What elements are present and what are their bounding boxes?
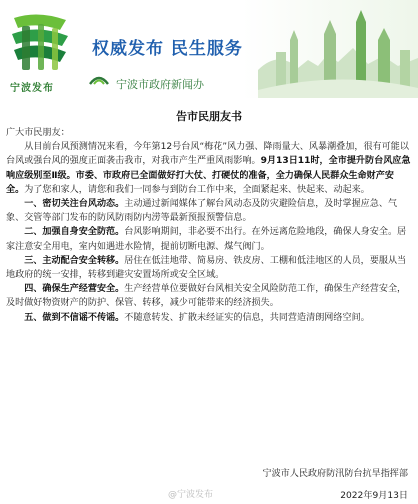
signature: 宁波市人民政府防汛防台抗旱指挥部	[262, 469, 408, 479]
slogan: 权威发布 民生服务	[92, 39, 243, 59]
item-text: 生产经营单位要做好台风相关安全风险防范工作，确保生产经营安全，及时做好物资财产的防护、保管、转移，减少可能带来的经济损失。	[6, 284, 407, 309]
paragraph-intro	[6, 140, 412, 197]
item-text: 不随意转发、扩散未经证实的信息，共同营造清朗网络空间。	[124, 312, 370, 323]
watermark: @宁波发布	[168, 490, 214, 500]
city-skyline-icon	[258, 10, 418, 98]
item-text: 主动通过新闻媒体了解台风动态及防灾避险信息，及时掌握应急、气象、交管等部门发布的防风防雨防内涝等最新预报预警信息。	[6, 199, 398, 224]
subtitle: 宁波市政府新闻办	[116, 78, 204, 91]
document-title: 告市民朋友书	[176, 110, 242, 123]
list-item	[6, 282, 412, 310]
intro-call-text: 为了您和家人，请您和我们一同参与到防台工作中来，全面紧起来、快起来、动起来。	[24, 184, 370, 195]
list-item	[6, 311, 412, 325]
intro-bold-text: 9月13日11时，全市提升防台风应急响应级别至Ⅱ级。市委、市政府已全面做好打大仗、打硬仗的准备，全力确保人民群众生命财产安全。	[6, 156, 411, 195]
header-banner	[0, 0, 418, 98]
item-heading: 二、加强自身安全防范。	[24, 227, 125, 238]
item-heading: 一、密切关注台风动态。	[24, 199, 125, 210]
item-heading: 五、做到不信谣不传谣。	[24, 312, 125, 323]
item-text: 居住在低洼地带、简易房、铁皮房、工棚和低洼地区的人员，要服从当地政府的统一安排，转移到避灾安置场所或安全区域。	[6, 255, 407, 281]
document-body	[6, 126, 412, 325]
logo-text: 宁波发布	[10, 83, 54, 94]
item-heading: 四、确保生产经营安全。	[24, 284, 125, 295]
greeting: 广大市民朋友：	[6, 128, 70, 138]
list-item	[6, 254, 412, 282]
list-item	[6, 197, 412, 225]
date: 2022年9月13日	[340, 491, 408, 501]
news-office-icon	[88, 70, 110, 88]
list-item	[6, 225, 412, 253]
item-heading: 三、主动配合安全转移。	[24, 255, 125, 266]
intro-text: 从目前台风预测情况来看，今年第12号台风“梅花”风力强、降雨量大、风暴潮叠加，很有可能以台风或强台风的强度正面袭击我市，对我市产生严重风雨影响。	[6, 142, 409, 167]
ningbo-release-logo-icon	[8, 8, 72, 80]
item-text: 台风影响期间，非必要不出行。在外远离危险地段，确保人身安全。居家注意安全用电，室内如遇进水险情，提前切断电源、煤气阀门。	[6, 227, 407, 252]
